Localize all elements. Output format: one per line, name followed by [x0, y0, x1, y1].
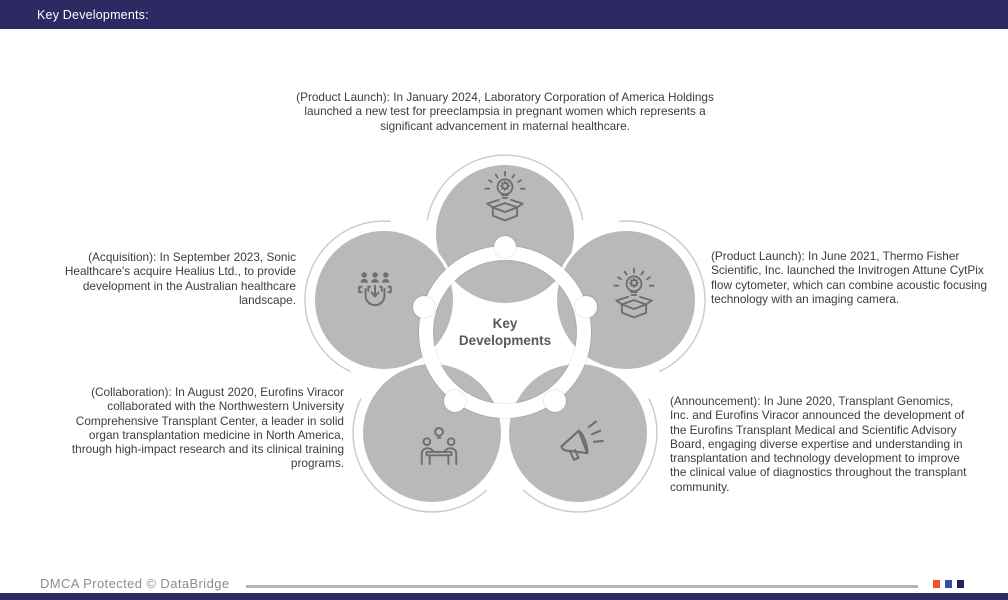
ring-node [444, 390, 466, 412]
product-launch-icon [477, 170, 533, 226]
ring-node [544, 390, 566, 412]
announcement-megaphone-icon [549, 418, 611, 476]
dmca-watermark: DMCA Protected © DataBridge [40, 576, 230, 591]
accent-square-orange [933, 580, 940, 588]
diagram-center-label: Key Developments [458, 316, 552, 348]
ring-node [494, 236, 516, 258]
event-text-announcement: (Announcement): In June 2020, Transplant Genomics, Inc. and Eurofins Viracor announced the development of the Eurofins Transplant Medical and Scientific Advisory Board, engaging diverse expertise and understanding in transplantation and technology development to improve the clinical value of diagnostics throughout the transplant community. [670, 394, 967, 494]
product-launch-icon [606, 267, 662, 323]
collaboration-meeting-icon [411, 423, 467, 479]
event-text-product-launch-2024: (Product Launch): In January 2024, Laboratory Corporation of America Holdings launched a new test for preeclampsia in pregnant women which represents a significant advancement in maternal healthcare. [296, 90, 714, 133]
page-title: Key Developments: [37, 7, 149, 22]
footer-divider-line [246, 585, 918, 588]
acquisition-merge-icon [348, 266, 402, 320]
ring-node [575, 296, 597, 318]
event-text-product-launch-2021: (Product Launch): In June 2021, Thermo Fisher Scientific, Inc. launched the Invitrogen Attune CytPix flow cytometer, which can combine acoustic focusing technology with an imaging camera. [711, 249, 988, 306]
event-text-collaboration: (Collaboration): In August 2020, Eurofins Viracor collaborated with the Northwestern University Comprehensive Transplant Center, a leader in solid organ transplantation medicine in North America, through high-impact research and its clinical training programs. [71, 385, 344, 471]
bottom-brand-bar [0, 593, 1008, 600]
ring-node [413, 296, 435, 318]
event-text-acquisition: (Acquisition): In September 2023, Sonic Healthcare's acquire Healius Ltd., to provide development in the Australian healthcare landscape. [64, 250, 296, 307]
accent-square-blue [945, 580, 952, 588]
accent-square-navy [957, 580, 964, 588]
